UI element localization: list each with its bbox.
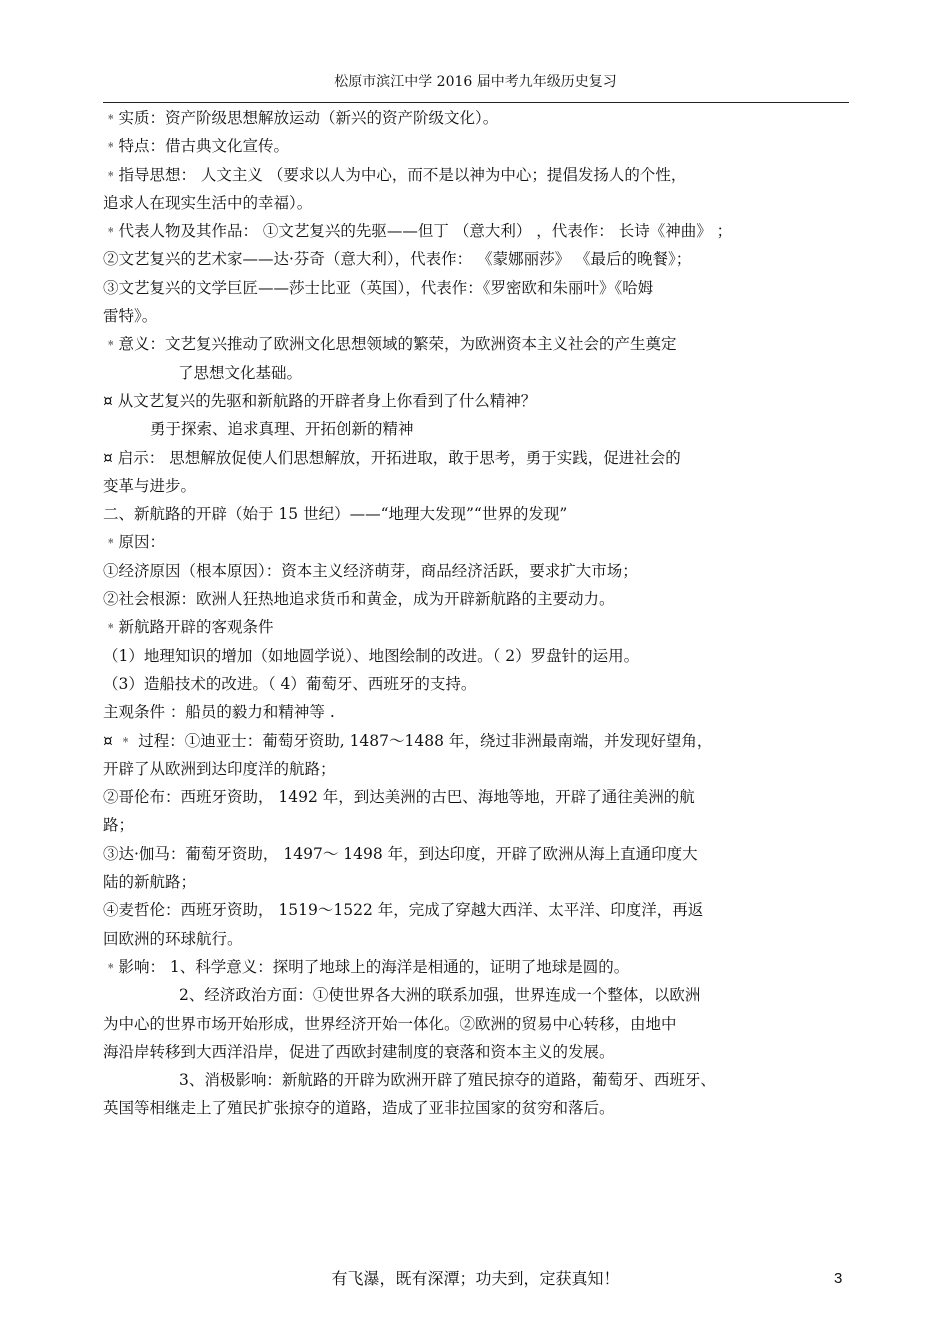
footer-motto: 有飞瀑，既有深潭；功夫到，定获真知！ [331,1269,620,1288]
text-line: 了思想文化基础。 [178,363,303,382]
text-line: ¤ 从文艺复兴的先驱和新航路的开辟者身上你看到了什么精神？ [103,391,537,410]
text-line: ﹡特点：借古典文化宣传。 [103,137,290,156]
text-line: （3）造船技术的改进。（ 4）葡萄牙、西班牙的支持。 [103,674,477,693]
text-line: ¤ 启示： 思想解放促使人们思想解放，开拓进取，敢于思考，勇于实践，促进社会的 [103,448,681,467]
text-line: 追求人在现实生活中的幸福）。 [103,193,313,212]
text-line: 主观条件 ：船员的毅力和精神等 . [103,703,335,722]
text-line: ③文艺复兴的文学巨匠——莎士比亚（英国），代表作：《罗密欧和朱丽叶》《哈姆 [103,278,654,297]
text-line: 雷特》。 [103,307,158,326]
text-line: ﹡原因： [103,533,166,552]
text-line: ﹡指导思想： 人文主义 （要求以人为中心，而不是以神为中心；提倡发扬人的个性， [103,165,687,184]
text-line: 海沿岸转移到大西洋沿岸，促进了西欧封建制度的衰落和资本主义的发展。 [103,1042,615,1061]
text-line: （1）地理知识的增加（如地圆学说）、地图绘制的改进。（ 2）罗盘针的运用。 [103,646,640,665]
text-line: 陆的新航路； [103,873,197,892]
text-line: ③达·伽马：葡萄牙资助， 1497～ 1498 年，到达印度，开辟了欧洲从海上直通印度大 [103,844,698,863]
text-line: ①经济原因（根本原因）：资本主义经济萌芽，商品经济活跃，要求扩大市场； [103,561,638,580]
text-line: 为中心的世界市场开始形成，世界经济开始一体化。②欧洲的贸易中心转移，由地中 [103,1014,677,1033]
text-line: 3、消极影响：新航路的开辟为欧洲开辟了殖民掠夺的道路，葡萄牙、西班牙、 [179,1071,716,1090]
text-line: 勇于探索、追求真理、开拓创新的精神 [150,420,414,439]
text-line: 变革与进步。 [103,476,197,495]
text-line: 英国等相继走上了殖民扩张掠夺的道路，造成了亚非拉国家的贫穷和落后。 [103,1099,615,1118]
text-line: 开辟了从欧洲到达印度洋的航路； [103,759,336,778]
page-header: 松原市滨江中学 2016 届中考九年级历史复习 [334,74,617,90]
text-line: ④麦哲伦：西班牙资助， 1519～1522 年，完成了穿越大西洋、太平洋、印度洋，再返 [103,901,704,920]
text-line: 回欧洲的环球航行。 [103,929,243,948]
text-line: ﹡实质：资产阶级思想解放运动（新兴的资产阶级文化）。 [103,109,499,127]
text-line: 二、新航路的开辟（始于 15 世纪）——“地理大发现”“世界的发现” [103,505,568,524]
page-number: 3 [834,1270,843,1287]
body-text [103,104,853,1123]
text-line: 路； [103,816,135,835]
text-line: ②文艺复兴的艺术家——达·芬奇（意大利），代表作： 《蒙娜丽莎》 《最后的晚餐》； [103,250,692,269]
text-line: ②社会根源：欧洲人狂热地追求货币和黄金，成为开辟新航路的主要动力。 [103,590,615,609]
text-line: ¤ ﹡ 过程：①迪亚士：葡萄牙资助, 1487～1488 年，绕过非洲最南端，并发现好望角， [103,731,713,750]
text-line: ②哥伦布：西班牙资助， 1492 年，到达美洲的古巴、海地等地，开辟了通往美洲的航 [103,788,695,807]
text-line: ﹡意义：文艺复兴推动了欧洲文化思想领域的繁荣，为欧洲资本主义社会的产生奠定 [103,335,677,354]
header-rule [103,102,849,103]
text-line: ﹡影响： 1、科学意义：探明了地球上的海洋是相通的，证明了地球是圆的。 [103,957,630,976]
text-line: ﹡新航路开辟的客观条件 [103,618,274,637]
text-line: 2、经济政治方面：①使世界各大洲的联系加强，世界连成一个整体，以欧洲 [179,986,701,1005]
text-line: ﹡代表人物及其作品： ①文艺复兴的先驱——但丁 （意大利） ，代表作： 长诗《神曲》 ； [103,222,733,241]
